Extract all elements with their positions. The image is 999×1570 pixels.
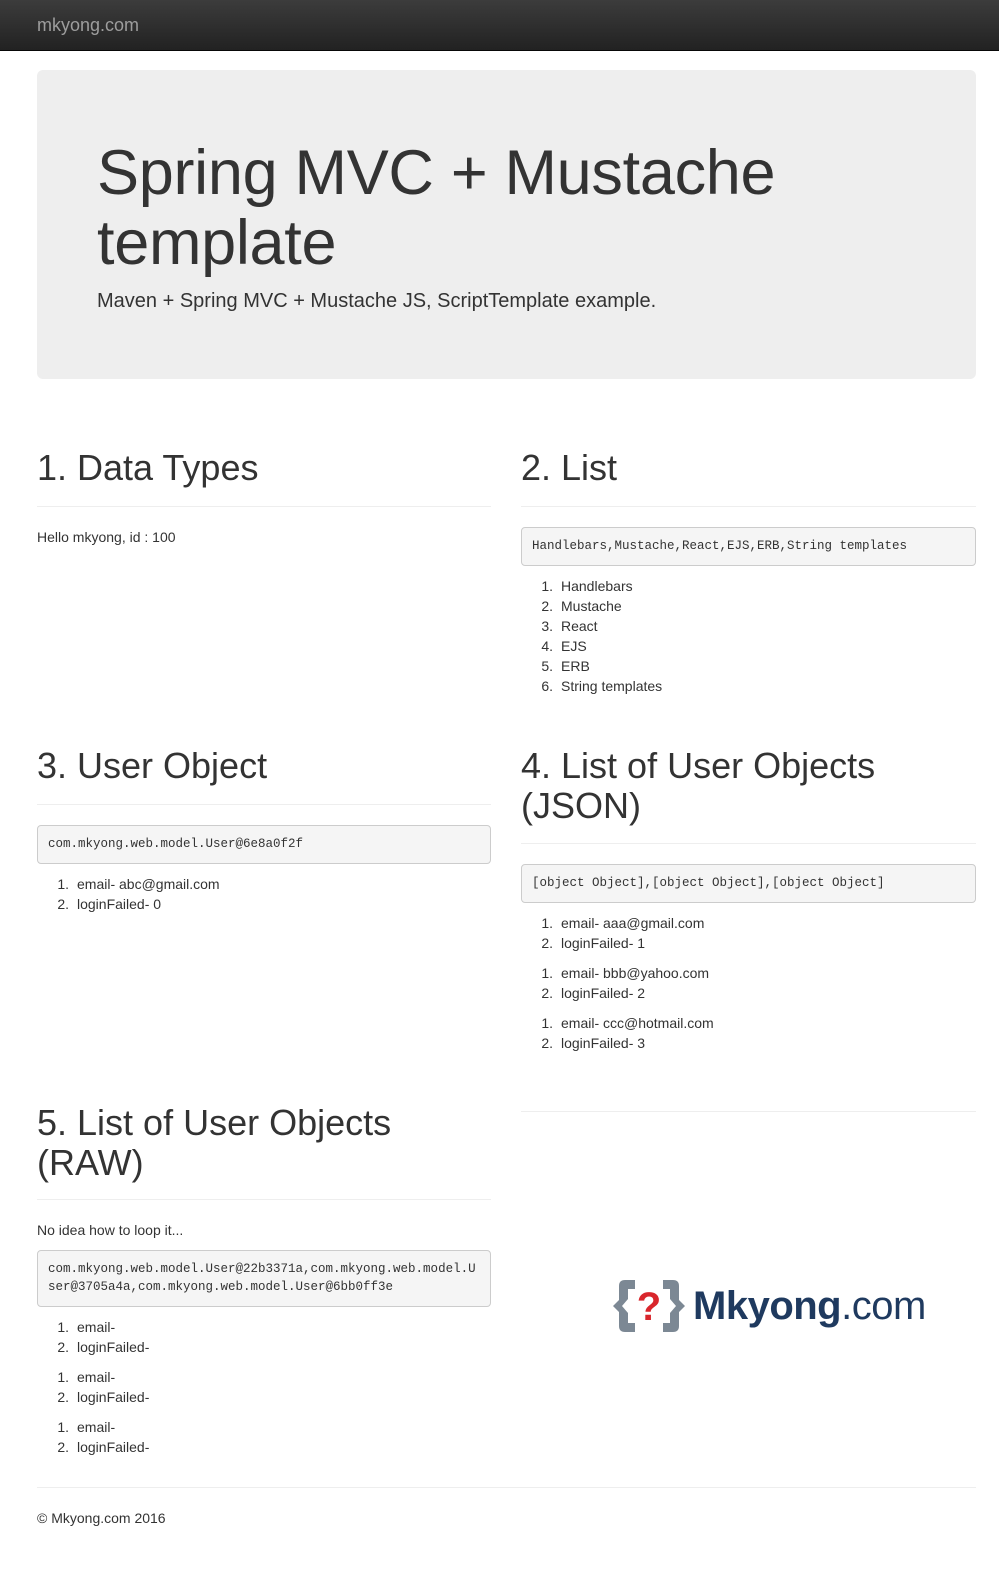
list-item: 2. loginFailed- 2	[541, 985, 646, 1001]
logo-bracket-icon	[613, 1276, 685, 1336]
user-list-raw-code-block: com.mkyong.web.model.User@22b3371a,com.mkyong.web.model.User@3705a4a,com.mkyong.web.model.User@6bb0ff3e	[37, 1250, 491, 1307]
data-types-text: Hello mkyong, id : 100	[37, 529, 176, 545]
section-user-list-raw-title: 5. List of User Objects (RAW)	[37, 1102, 392, 1183]
list-item: 2. loginFailed-	[57, 1439, 150, 1455]
user-json-list	[521, 963, 709, 1003]
section-divider	[37, 804, 491, 805]
list-item: 2. loginFailed-	[57, 1339, 150, 1355]
user-object-code-block: com.mkyong.web.model.User@6e8a0f2f	[37, 825, 491, 864]
page-title: Spring MVC + Mustache template	[97, 138, 776, 278]
jumbotron	[37, 70, 976, 379]
section-divider	[37, 506, 491, 507]
section-data-types-title: 1. Data Types	[37, 447, 259, 488]
list-item: 2. loginFailed-	[57, 1389, 150, 1405]
list-code-block: Handlebars,Mustache,React,EJS,ERB,String templates	[521, 527, 976, 566]
section-divider	[521, 1111, 976, 1112]
logo-question-mark: ?	[636, 1285, 662, 1329]
mkyong-logo	[613, 1276, 933, 1336]
list-item: 2. loginFailed- 3	[541, 1035, 646, 1051]
section-user-object-title: 3. User Object	[37, 745, 268, 786]
list-item: 1. email-	[57, 1369, 116, 1385]
list-item: 6. String templates	[541, 678, 663, 694]
list-item: 1. email- bbb@yahoo.com	[541, 965, 710, 981]
list-item: 4. EJS	[541, 638, 587, 654]
section-divider	[37, 1199, 491, 1200]
user-raw-list	[37, 1317, 149, 1357]
list-item: 1. email- ccc@hotmail.com	[541, 1015, 714, 1031]
list-item: 2. Mustache	[541, 598, 622, 614]
footer-copyright: © Mkyong.com 2016	[37, 1510, 166, 1526]
page-subtitle: Maven + Spring MVC + Mustache JS, ScriptTemplate example.	[97, 290, 657, 312]
user-raw-list	[37, 1417, 149, 1457]
logo-wordmark: Mkyong.com	[693, 1284, 926, 1328]
list-item: 1. email- abc@gmail.com	[57, 876, 220, 892]
list-item: 1. email- aaa@gmail.com	[541, 915, 705, 931]
user-json-list	[521, 1013, 714, 1053]
user-raw-list	[37, 1367, 149, 1407]
user-list-json-code-block: [object Object],[object Object],[object Object]	[521, 864, 976, 903]
user-json-list	[521, 913, 704, 953]
list-item: 5. ERB	[541, 658, 590, 674]
list-item: 1. email-	[57, 1319, 116, 1335]
user-object-list	[37, 874, 220, 914]
raw-loop-note: No idea how to loop it...	[37, 1222, 184, 1238]
list-item: 1. Handlebars	[541, 578, 633, 594]
list-item: 2. loginFailed- 1	[541, 935, 646, 951]
navbar-brand-link[interactable]: mkyong.com	[37, 15, 140, 35]
section-divider	[521, 843, 976, 844]
navbar	[0, 0, 999, 51]
section-list-title: 2. List	[521, 447, 618, 488]
footer-divider	[37, 1487, 976, 1488]
list-item: 1. email-	[57, 1419, 116, 1435]
section-user-list-json-title: 4. List of User Objects (JSON)	[521, 745, 876, 826]
template-list	[521, 576, 662, 696]
list-item: 2. loginFailed- 0	[57, 896, 162, 912]
section-divider	[521, 506, 976, 507]
list-item: 3. React	[541, 618, 598, 634]
